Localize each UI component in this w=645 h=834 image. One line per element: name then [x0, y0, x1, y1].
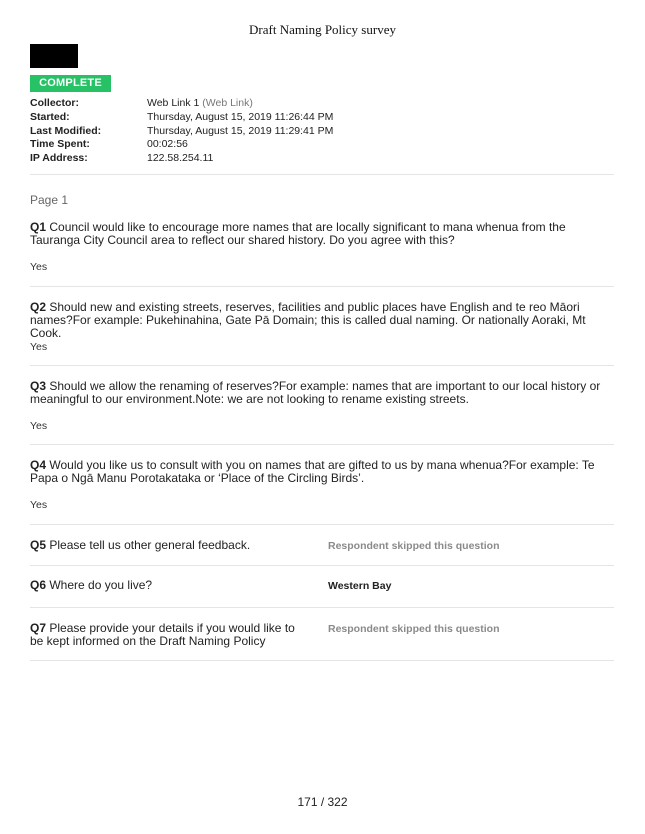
- question-text: Please provide your details if you would like to be kept informed on the Draft Naming Policy: [30, 621, 295, 648]
- meta-value: 122.58.254.11: [147, 152, 214, 165]
- question-q3: [30, 380, 614, 406]
- meta-value: Web Link 1: [147, 97, 200, 109]
- answer-q2: Yes: [30, 341, 48, 353]
- meta-label: Collector:: [30, 97, 80, 109]
- question-text: Should we allow the renaming of reserves?For example: names that are important to our local history or meaningful to our environment.Note: we are not looking to rename existing streets.: [30, 379, 601, 406]
- question-q2: [30, 301, 614, 340]
- question-text: Would you like us to consult with you on names that are gifted to us by mana whenua?For example: Te Papa o Ngā Manu Porotakataka or ‘Place of the Circling Birds’.: [30, 458, 595, 485]
- question-number: Q7: [30, 621, 47, 635]
- question-q7: [30, 622, 305, 648]
- question-number: Q2: [30, 300, 47, 314]
- meta-value-note: (Web Link): [202, 97, 253, 109]
- page-number: 171 / 322: [297, 795, 348, 809]
- question-q4: [30, 459, 614, 485]
- redacted-block: [30, 44, 78, 68]
- page-label: Page 1: [30, 193, 69, 207]
- meta-label: Time Spent:: [30, 138, 90, 151]
- answer-q6: Western Bay: [328, 580, 392, 592]
- divider: [30, 286, 614, 287]
- meta-row-collector: [30, 97, 333, 111]
- meta-value: 00:02:56: [147, 138, 188, 151]
- divider: [30, 565, 614, 566]
- question-text: Council would like to encourage more names that are locally significant to mana whenua from the Tauranga City Council area to reflect our shared history. Do you agree with this?: [30, 220, 566, 247]
- response-metadata: [30, 97, 333, 166]
- question-number: Q1: [30, 220, 47, 234]
- status-badge: COMPLETE: [30, 75, 111, 92]
- question-text: Where do you live?: [49, 578, 153, 592]
- meta-row-time-spent: [30, 138, 333, 152]
- question-number: Q6: [30, 578, 47, 592]
- divider: [30, 607, 614, 608]
- answer-q3: Yes: [30, 420, 48, 432]
- divider: [30, 444, 614, 445]
- question-text: Please tell us other general feedback.: [49, 538, 251, 552]
- meta-value: Thursday, August 15, 2019 11:26:44 PM: [147, 110, 334, 123]
- answer-q1: Yes: [30, 261, 48, 273]
- answer-q4: Yes: [30, 499, 48, 511]
- meta-row-last-modified: [30, 125, 333, 139]
- question-q5: [30, 539, 305, 552]
- meta-row-ip-address: [30, 152, 333, 166]
- document-title: Draft Naming Policy survey: [249, 22, 396, 37]
- meta-label: Started:: [30, 110, 70, 123]
- question-number: Q4: [30, 458, 47, 472]
- answer-q5: Respondent skipped this question: [328, 540, 500, 552]
- answer-q7: Respondent skipped this question: [328, 623, 500, 635]
- question-number: Q3: [30, 379, 47, 393]
- divider: [30, 365, 614, 366]
- meta-label: IP Address:: [30, 152, 88, 165]
- divider: [30, 524, 614, 525]
- meta-label: Last Modified:: [30, 124, 102, 137]
- question-text: Should new and existing streets, reserves, facilities and public places have English and te reo Māori names?For example: Pukehinahina, Gate Pā Domain; this is called dual naming. Or nationally Aoraki, Mt Cook.: [30, 300, 586, 340]
- question-q1: [30, 221, 614, 247]
- question-number: Q5: [30, 538, 47, 552]
- meta-value: Thursday, August 15, 2019 11:29:41 PM: [147, 124, 334, 137]
- divider: [30, 660, 614, 661]
- divider: [30, 174, 614, 175]
- meta-row-started: [30, 111, 333, 125]
- question-q6: [30, 579, 305, 592]
